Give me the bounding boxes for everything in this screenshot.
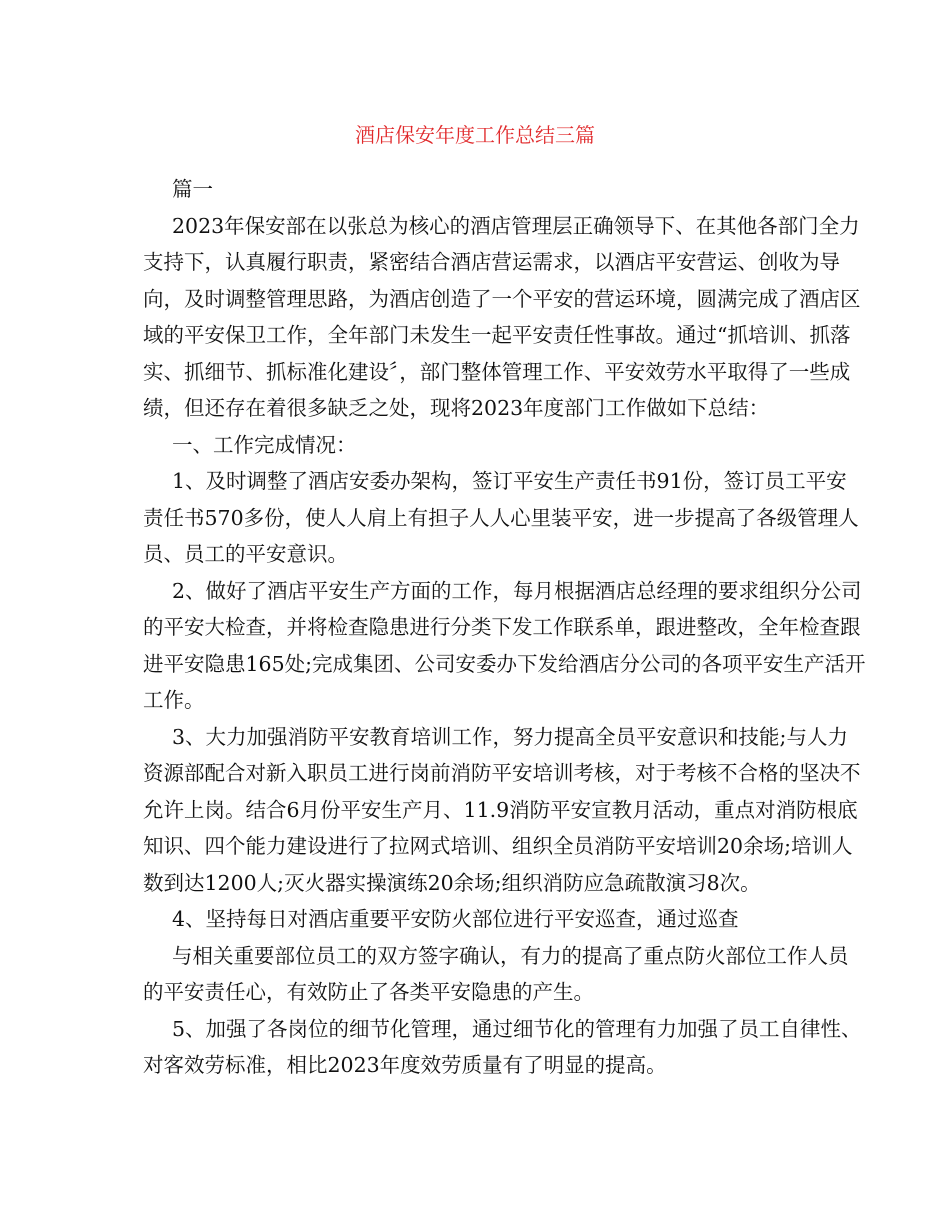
text-line: 域的平安保卫工作，全年部门未发生一起平安责任性事故。通过“抓培训、抓落: [143, 323, 851, 347]
text-line: 工作。: [143, 688, 205, 712]
text-line: 进平安隐患165处;完成集团、公司安委办下发给酒店分公司的各项平安生产活开: [143, 651, 866, 676]
text-line: 2、做好了酒店平安生产方面的工作，每月根据酒店总经理的要求组织分公司: [172, 578, 862, 603]
paragraph: [143, 719, 861, 902]
paragraph: [143, 938, 849, 1011]
text-line: 篇一: [172, 177, 213, 201]
text-line: 数到达1200人;灭火器实操演练20余场;组织消防应急疏散演习8次。: [143, 870, 761, 895]
text-line: 5、加强了各岗位的细节化管理，通过细节化的管理有力加强了员工自律性、: [172, 1016, 862, 1041]
text-line: 绩，但还存在着很多缺乏之处，现将2023年度部门工作做如下总结：: [143, 396, 770, 420]
text-line: 一、工作完成情况：: [172, 432, 357, 457]
text-line: 2023年保安部在以张总为核心的酒店管理层正确领导下、在其他各部门全力: [172, 213, 860, 238]
paragraph: [143, 208, 861, 427]
text-line: 知识、四个能力建设进行了拉网式培训、组织全员消防平安培训20余场;培训人: [143, 834, 853, 858]
paragraph: [143, 573, 866, 719]
paragraph: [143, 1011, 862, 1084]
text-line: 与相关重要部位员工的双方签字确认，有力的提高了重点防火部位工作人员: [172, 943, 849, 968]
text-line: 支持下，认真履行职责，紧密结合酒店营运需求，以酒店平安营运、创收为导: [143, 250, 840, 274]
paragraph: [143, 901, 823, 938]
text-line: 4、坚持每日对酒店重要平安防火部位进行平安巡查，通过巡查: [172, 907, 739, 931]
text-line: 实、抓细节、抓标准化建设〞，部门整体管理工作、平安效劳水平取得了一些成: [143, 359, 851, 384]
text-line: 员、员工的平安意识。: [143, 542, 348, 566]
text-line: 允许上岗。结合6月份平安生产月、11.9消防平安宣教月活动，重点对消防根底: [143, 797, 858, 822]
text-line: 向，及时调整管理思路，为酒店创造了一个平安的营运环境，圆满完成了酒店区: [143, 286, 861, 311]
text-line: 1、及时调整了酒店安委办架构，签订平安生产责任书91份，签订员工平安: [172, 469, 847, 493]
text-line: 3、大力加强消防平安教育培训工作，努力提高全员平安意识和技能;与人力: [172, 724, 848, 749]
text-line: 的平安责任心，有效防止了各类平安隐患的产生。: [143, 980, 594, 1004]
text-line: 责任书570多份，使人人肩上有担子人人心里装平安，进一步提高了各级管理人: [143, 505, 859, 530]
paragraph: [143, 427, 823, 464]
paragraph: [143, 463, 859, 573]
text-line: 对客效劳标准，相比2023年度效劳质量有了明显的提高。: [143, 1053, 667, 1077]
document-body: [143, 171, 866, 1084]
document-title: 酒店保安年度工作总结三篇: [355, 123, 595, 147]
paragraph: [143, 171, 823, 208]
text-line: 的平安大检查，并将检查隐患进行分类下发工作联系单，跟进整改，全年检查跟: [143, 615, 861, 639]
text-line: 资源部配合对新入职员工进行岗前消防平安培训考核，对于考核不合格的坚决不: [143, 761, 861, 785]
